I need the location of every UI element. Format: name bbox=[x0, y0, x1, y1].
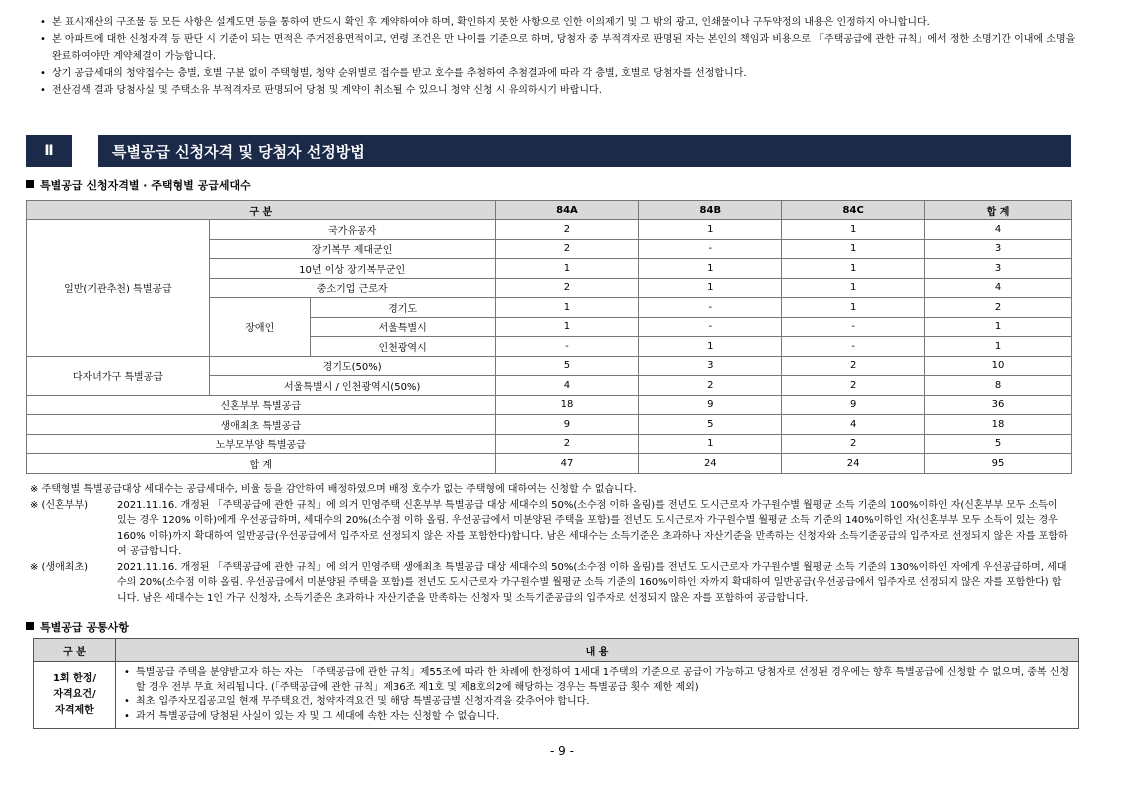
table-row: 일반(기관추천) 특별공급 국가유공자 2 1 1 4 bbox=[27, 220, 1072, 240]
list-item: • 특별공급 주택을 분양받고자 하는 자는 「주택공급에 관한 규칙」제55조에 따라 한 차례에 한정하여 1세대 1주택의 기준으로 공급이 가능하고 당첨자로 선정된 경우에는 향후 특별공급에 신청할 수 없으며, 중복 신청할 경우 전부 무효 처리됩니다. (「주택공급에 관한 규칙」제36조 제1호 및 제8호의2에 해당하는 경우는 특별공급 횟수 제한 제외) bbox=[124, 666, 1070, 695]
group-disabled: 장애인 bbox=[209, 298, 310, 357]
table-row: 노부모부양 특별공급 2 1 2 5 bbox=[27, 434, 1072, 454]
table-row: 서울특별시 1 - - 1 bbox=[27, 317, 1072, 337]
table-row: 중소기업 근로자 2 1 1 4 bbox=[27, 278, 1072, 298]
page-number: - 9 - bbox=[550, 744, 574, 758]
list-item: • 최초 입주자모집공고일 현재 무주택요건, 청약자격요건 및 해당 특별공급별 신청자격을 갖추어야 합니다. bbox=[124, 695, 1070, 710]
table-row: 다자녀가구 특별공급 경기도(50%) 5 3 2 10 bbox=[27, 356, 1072, 376]
note-item: ※ 주택형별 특별공급대상 세대수는 공급세대수, 비율 등을 감안하여 배정하였으며 배정 호수가 없는 주택형에 대하여는 신청할 수 없습니다. bbox=[30, 484, 637, 495]
notice-item: • 상기 공급세대의 청약접수는 층별, 호별 구분 없이 주택형별, 청약 순위별로 접수를 받고 호수를 추첨하여 추첨결과에 따라 각 층별, 호별로 당첨자를 선정합니다. bbox=[38, 65, 1088, 82]
table-row: 10년 이상 장기복무군인 1 1 1 3 bbox=[27, 259, 1072, 279]
notice-item: • 본 표시재산의 구조물 등 모든 사항은 설계도면 등을 통하여 반드시 확인 후 계약하여야 하며, 확인하지 못한 사항으로 인한 이의제기 및 그 밖의 광고, 인쇄물이나 구두약정의 내용은 인정하지 아니합니다. bbox=[38, 14, 1088, 31]
table-row: 인천광역시 - 1 - 1 bbox=[27, 337, 1072, 357]
section-number: Ⅱ bbox=[26, 135, 72, 167]
table-row: 장애인 경기도 1 - 1 2 bbox=[27, 298, 1072, 318]
notice-item: • 본 아파트에 대한 신청자격 등 판단 시 기준이 되는 면적은 주거전용면적이고, 연령 조건은 만 나이를 기준으로 하며, 당첨자 중 부적격자로 판명된 자는 본인의 책임과 비용으로 「주택공급에 관한 규칙」에서 정한 소명기간 이내에 소명을 완료하여야만 계약체결이 가능합니다. bbox=[38, 31, 1088, 65]
category-cell: 1회 한정/ 자격요건/ 자격제한 bbox=[34, 662, 116, 729]
table-header-row: 구 분 84A 84B 84C 합 계 bbox=[27, 201, 1072, 220]
group-general: 일반(기관추천) 특별공급 bbox=[27, 220, 210, 357]
table-row: 장기복무 제대군인 2 - 1 3 bbox=[27, 239, 1072, 259]
table1-heading: 특별공급 신청자격별 · 주택형별 공급세대수 bbox=[26, 177, 251, 193]
table-header-row: 구 분 내 용 bbox=[34, 639, 1079, 662]
common-rules-table bbox=[33, 638, 1079, 729]
note-item: ※ (신혼부부) 2021.11.16. 개정된 「주택공급에 관한 규칙」에 의거 민영주택 신혼부부 특별공급 대상 세대수의 50%(소수점 이하 올림)를 전년도 도시근로자 가구원수별 월평균 소득 기준의 100%이하인 자(신혼부부 모두 소득이 있는 경우 120% 이하)에게 우선공급하며, 세대수의 20%(소수점 이하 올림. 우선공급에서 미분양된 주택을 포함)를 전년도 도시근로자 가구원수별 월평균 소득 기준의 140%이하인 자(신혼부부 모두 소득이 있는 경우 160% 이하)까지 확대하여 일반공급(우선공급에서 입주자로 선정되지 않은 자를 포함한다)합니다. 남은 세대수는 소득기준은 초과하나 자산기준을 만족하는 신청자와 소득기준공급의 입주자로 선정되지 않은 자를 포함하여 공급합니다. bbox=[30, 499, 1068, 557]
supply-table bbox=[26, 200, 1072, 474]
table2-heading: 특별공급 공통사항 bbox=[26, 619, 129, 635]
top-notice-list bbox=[38, 14, 1088, 99]
table-row: 신혼부부 특별공급 18 9 9 36 bbox=[27, 395, 1072, 415]
table-row: 서울특별시 / 인천광역시(50%) 4 2 2 8 bbox=[27, 376, 1072, 396]
square-bullet-icon bbox=[26, 180, 34, 188]
square-bullet-icon bbox=[26, 622, 34, 630]
notice-item: • 전산검색 결과 당첨사실 및 주택소유 부적격자로 판명되어 당첨 및 계약이 취소될 수 있으니 청약 신청 시 유의하시기 바랍니다. bbox=[38, 82, 1088, 99]
notes-block bbox=[30, 482, 1070, 606]
section-title: 특별공급 신청자격 및 당첨자 선정방법 bbox=[98, 135, 1071, 167]
table-row bbox=[34, 662, 1079, 729]
section-header bbox=[26, 135, 1071, 167]
table-total-row: 합 계 47 24 24 95 bbox=[27, 454, 1072, 474]
content-cell bbox=[116, 662, 1079, 729]
list-item: • 과거 특별공급에 당첨된 사실이 있는 자 및 그 세대에 속한 자는 신청할 수 없습니다. bbox=[124, 710, 1070, 725]
table-row: 생애최초 특별공급 9 5 4 18 bbox=[27, 415, 1072, 435]
group-multichild: 다자녀가구 특별공급 bbox=[27, 356, 210, 395]
note-item: ※ (생애최초) 2021.11.16. 개정된 「주택공급에 관한 규칙」에 의거 민영주택 생애최초 특별공급 대상 세대수의 50%(소수점 이하 올림)를 전년도 도시근로자 가구원수별 월평균 소득 기준의 130%이하인 자에게 우선공급하며, 세대수의 20%(소수점 이하 올림. 우선공급에서 미분양된 주택을 포함)를 전년도 도시근로자 가구원수별 월평균 소득 기준의 160%이하인 자까지 확대하여 일반공급(우선공급에서 입주자로 선정되지 않은 자를 포함한다) 합니다. 남은 세대수는 1인 가구 신청자, 소득기준은 초과하나 자산기준을 만족하는 신청자 및 소득기준공급의 입주자로 선정되지 않은 자를 포함하여 공급합니다. bbox=[30, 561, 1067, 604]
